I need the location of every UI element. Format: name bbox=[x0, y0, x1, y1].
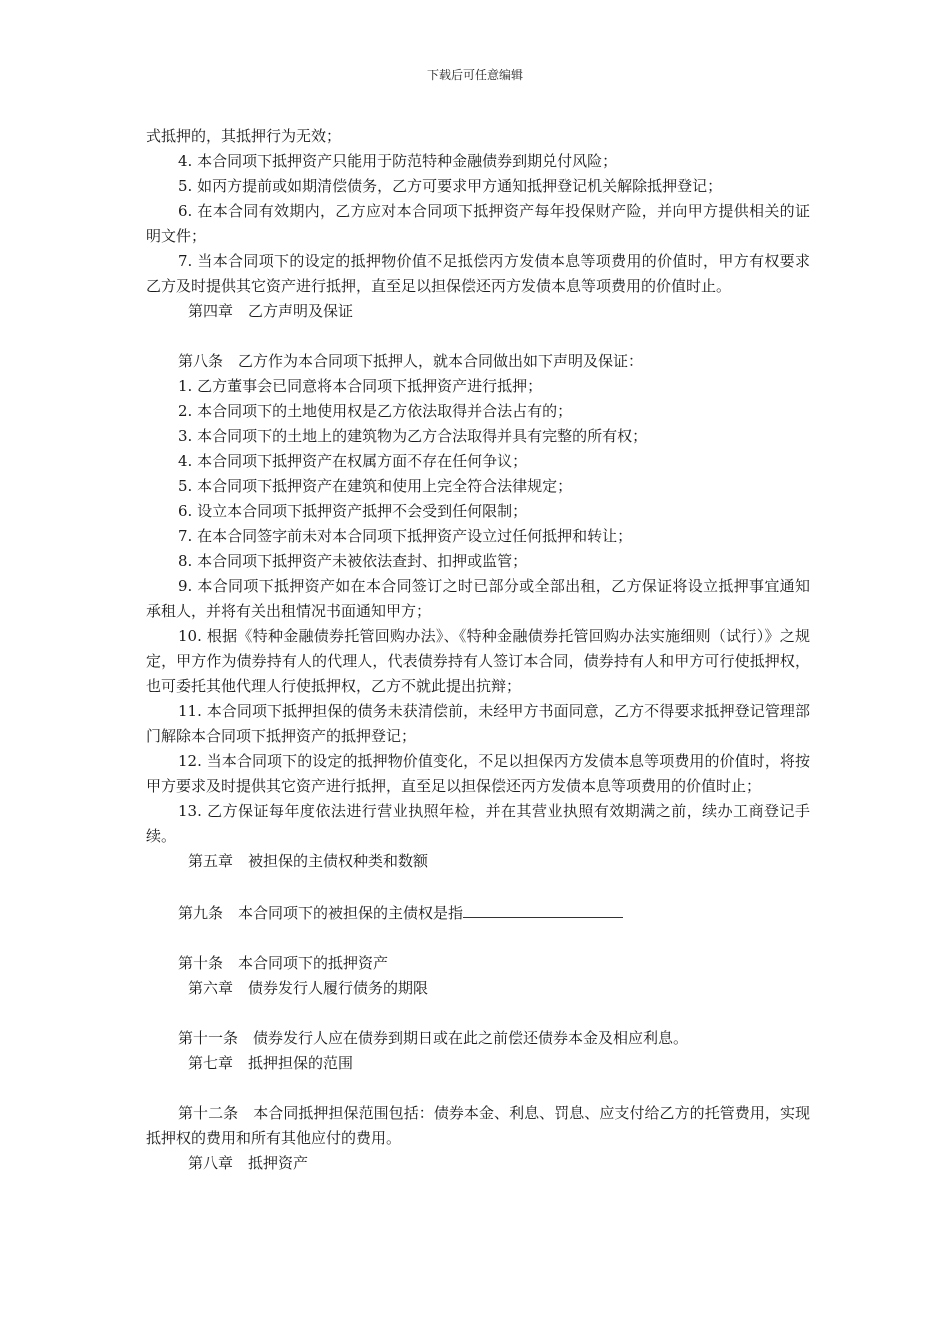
clause-item: 3. 本合同项下的土地上的建筑物为乙方合法取得并具有完整的所有权； bbox=[178, 427, 648, 445]
paragraph-continuation: 式抵押的，其抵押行为无效； bbox=[146, 127, 342, 145]
article-9 bbox=[146, 899, 810, 926]
chapter-heading: 第四章 乙方声明及保证 bbox=[188, 302, 354, 320]
clause-item: 5. 本合同项下抵押资产在建筑和使用上完全符合法律规定； bbox=[178, 477, 573, 495]
article-9-text: 第九条 本合同项下的被担保的主债权是指 bbox=[178, 904, 464, 922]
clause-item: 13. 乙方保证每年度依法进行营业执照年检，并在其营业执照有效期满之前，续办工商登记手续。 bbox=[146, 802, 810, 845]
clause-item: 4. 本合同项下抵押资产只能用于防范特种金融债券到期兑付风险； bbox=[178, 152, 618, 170]
chapter-heading: 第八章 抵押资产 bbox=[188, 1154, 309, 1172]
clause-item: 6. 设立本合同项下抵押资产抵押不会受到任何限制； bbox=[178, 502, 528, 520]
clause-item: 12. 当本合同项下的设定的抵押物价值变化，不足以担保丙方发债本息等项费用的价值时，将按甲方要求及时提供其它资产进行抵押，直至足以担保偿还丙方发债本息等项费用的价值时止； bbox=[146, 752, 810, 795]
clause-item: 8. 本合同项下抵押资产未被依法查封、扣押或监管； bbox=[178, 552, 528, 570]
clause-item: 2. 本合同项下的土地使用权是乙方依法取得并合法占有的； bbox=[178, 402, 573, 420]
article-heading: 第十条 本合同项下的抵押资产 bbox=[178, 954, 389, 972]
clause-item: 6. 在本合同有效期内，乙方应对本合同项下抵押资产每年投保财产险，并向甲方提供相关的证明文件； bbox=[146, 202, 810, 245]
article-heading: 第十二条 本合同抵押担保范围包括：债券本金、利息、罚息、应支付给乙方的托管费用，实现抵押权的费用和所有其他应付的费用。 bbox=[146, 1104, 810, 1147]
article-heading: 第十一条 债券发行人应在债券到期日或在此之前偿还债券本金及相应利息。 bbox=[178, 1029, 689, 1047]
chapter-heading: 第五章 被担保的主债权种类和数额 bbox=[188, 852, 429, 870]
clause-item: 11. 本合同项下抵押担保的债务未获清偿前，未经甲方书面同意，乙方不得要求抵押登记管理部门解除本合同项下抵押资产的抵押登记； bbox=[146, 702, 810, 745]
article-heading: 第八条 乙方作为本合同项下抵押人，就本合同做出如下声明及保证： bbox=[178, 352, 644, 370]
chapter-heading: 第七章 抵押担保的范围 bbox=[188, 1054, 354, 1072]
chapter-heading: 第六章 债券发行人履行债务的期限 bbox=[188, 979, 429, 997]
fill-in-blank bbox=[463, 899, 623, 918]
download-note: 下载后可任意编辑 bbox=[426, 68, 523, 82]
document-body bbox=[146, 124, 810, 1176]
clause-item: 1. 乙方董事会已同意将本合同项下抵押资产进行抵押； bbox=[178, 377, 543, 395]
clause-item: 4. 本合同项下抵押资产在权属方面不存在任何争议； bbox=[178, 452, 528, 470]
clause-item: 10. 根据《特种金融债券托管回购办法》、《特种金融债券托管回购办法实施细则（试行）》之规定，甲方作为债券持有人的代理人，代表债券持有人签订本合同，债券持有人和甲方可行使抵押权，也可委托其他代理人行使抵押权，乙方不就此提出抗辩； bbox=[146, 627, 810, 695]
clause-item: 9. 本合同项下抵押资产如在本合同签订之时已部分或全部出租，乙方保证将设立抵押事宜通知承租人，并将有关出租情况书面通知甲方； bbox=[146, 577, 810, 620]
clause-item: 7. 在本合同签字前未对本合同项下抵押资产设立过任何抵押和转让； bbox=[178, 527, 633, 545]
clause-item: 5. 如丙方提前或如期清偿债务，乙方可要求甲方通知抵押登记机关解除抵押登记； bbox=[178, 177, 723, 195]
clause-item: 7. 当本合同项下的设定的抵押物价值不足抵偿丙方发债本息等项费用的价值时，甲方有权要求乙方及时提供其它资产进行抵押，直至足以担保偿还丙方发债本息等项费用的价值时止。 bbox=[146, 252, 810, 295]
